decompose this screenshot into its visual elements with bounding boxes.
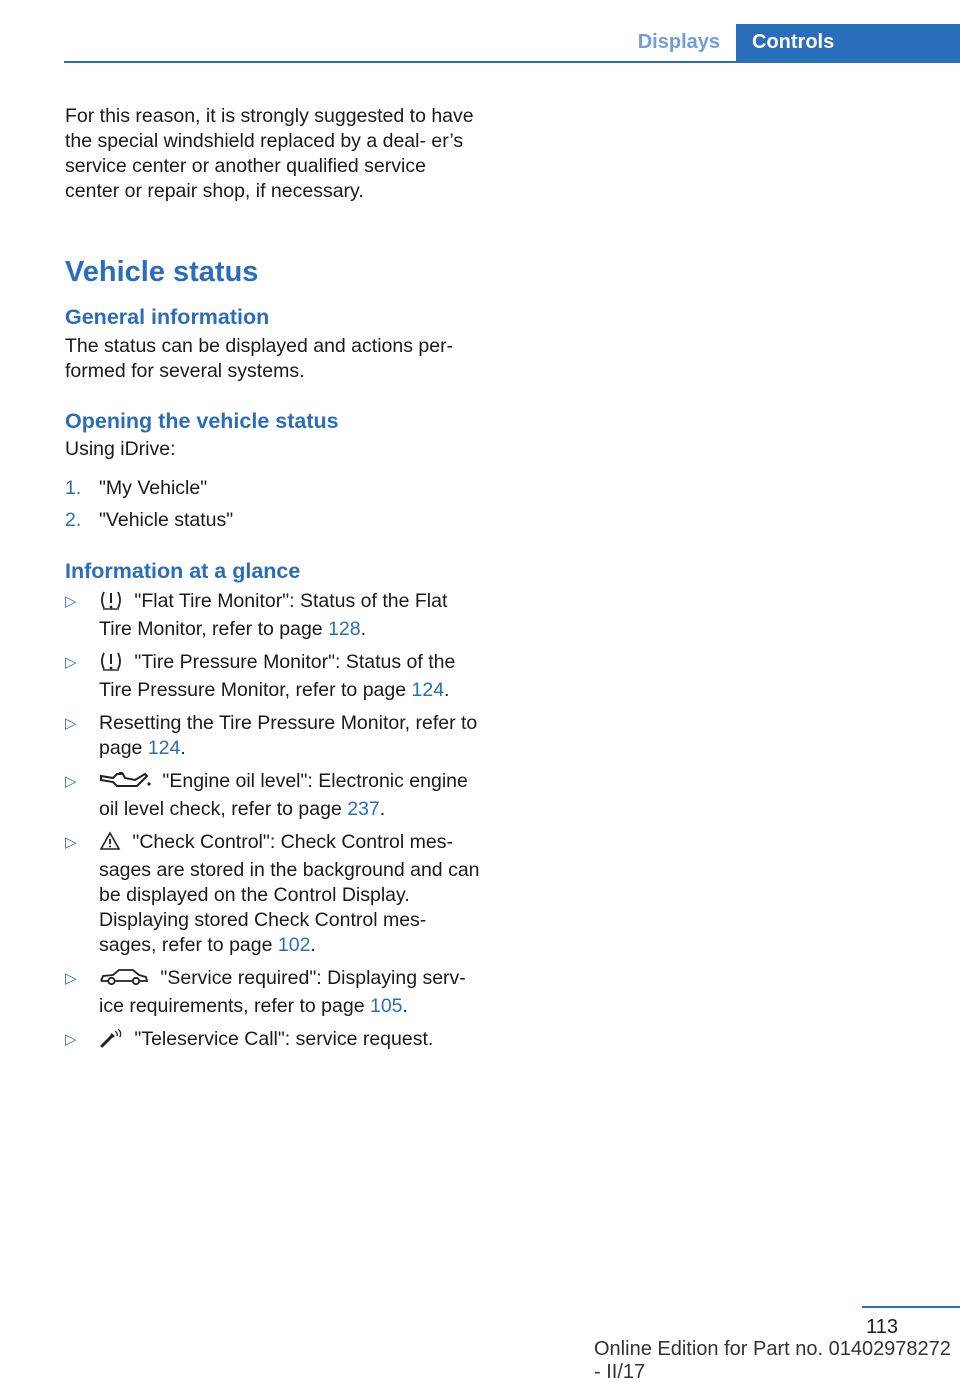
intro-paragraph: For this reason, it is strongly suggested to have the special windshield replaced by a deal‐ er’s service center or another qualified service center or repair shop, if necessary. <box>65 105 474 202</box>
glance-heading: Information at a glance <box>65 559 301 583</box>
page-number: 113 <box>866 1316 898 1338</box>
list-item: ▷ "Service required": Displaying serv‐ ice requirements, refer to page 105. <box>65 967 466 1017</box>
page-link[interactable]: 237 <box>347 798 380 820</box>
step-text: "Vehicle status" <box>99 509 234 531</box>
list-item: ▷ "Flat Tire Monitor": Status of the Flat Tire Monitor, refer to page 128. <box>65 590 448 640</box>
page-link[interactable]: 124 <box>411 679 445 701</box>
step-number: 1. <box>65 477 82 499</box>
tire-warning-icon <box>99 590 123 617</box>
header-divider <box>64 61 960 63</box>
bullet-icon: ▷ <box>65 834 77 851</box>
bullet-icon: ▷ <box>65 654 77 671</box>
page-link[interactable]: 128 <box>328 618 361 640</box>
general-info-heading: General information <box>65 305 270 329</box>
oil-can-icon <box>99 770 151 797</box>
teleservice-wrench-icon <box>99 1028 123 1055</box>
list-item <box>65 476 485 501</box>
page-link[interactable]: 124 <box>147 737 181 759</box>
warning-triangle-icon <box>99 831 121 858</box>
step-number: 2. <box>65 509 82 531</box>
step-text: "My Vehicle" <box>99 477 208 499</box>
bullet-icon: ▷ <box>65 970 77 987</box>
bullet-icon: ▷ <box>65 715 77 732</box>
page-link[interactable]: 102 <box>277 934 311 956</box>
opening-heading: Opening the vehicle status <box>65 409 339 433</box>
main-content <box>65 104 485 1055</box>
opening-text: Using iDrive: <box>65 438 176 460</box>
list-item: ▷ "Engine oil level": Electronic engine oil level check, refer to page 237. <box>65 770 468 820</box>
footer-divider <box>862 1306 960 1308</box>
tire-warning-icon <box>99 651 123 678</box>
page-header <box>620 24 960 61</box>
bullet-icon: ▷ <box>65 773 77 790</box>
section-title: Vehicle status <box>65 256 259 288</box>
glance-list <box>65 589 485 1055</box>
steps-list <box>65 476 485 533</box>
list-item: ▷ "Check Control": Check Control mes‐ sages are stored in the background and can be displayed on the Control Display. Displaying stored Check Control mes‐ sages, refer to page 102. <box>65 831 480 956</box>
service-car-icon <box>99 967 149 994</box>
edition-label: Online Edition for Part no. 01402978272 - II/17 <box>594 1338 951 1383</box>
list-item: ▷ "Teleservice Call": service request. <box>65 1027 485 1055</box>
page-link[interactable]: 105 <box>369 995 403 1017</box>
general-info-text: The status can be displayed and actions per‐ formed for several systems. <box>65 335 454 382</box>
tab-controls[interactable]: Controls <box>736 24 960 61</box>
bullet-icon: ▷ <box>65 1031 77 1048</box>
bullet-icon: ▷ <box>65 593 77 610</box>
tab-displays[interactable]: Displays <box>637 31 720 53</box>
list-item <box>65 508 485 533</box>
list-item: ▷ "Tire Pressure Monitor": Status of the Tire Pressure Monitor, refer to page 124. <box>65 651 456 701</box>
list-item: ▷ Resetting the Tire Pressure Monitor, refer to page 124. <box>65 712 478 759</box>
